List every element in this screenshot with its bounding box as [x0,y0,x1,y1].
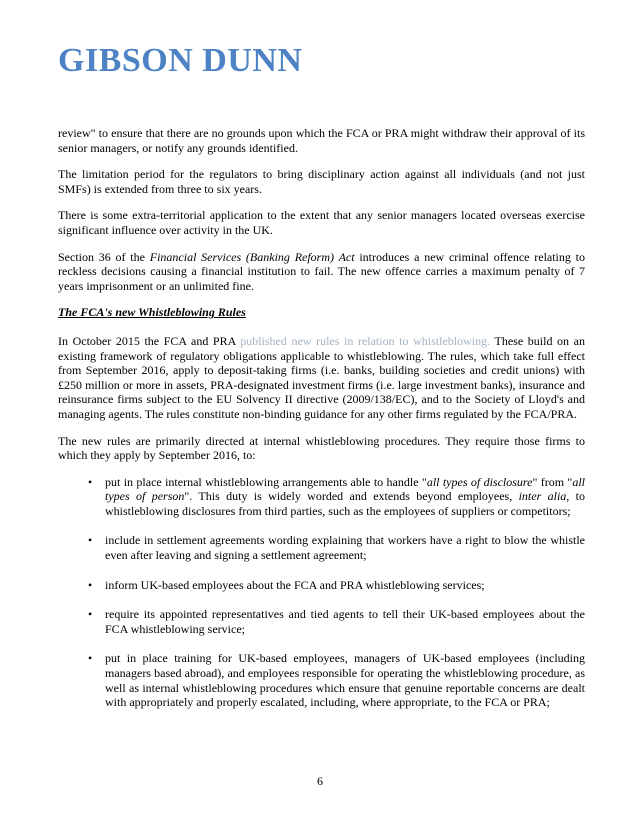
text-run: put in place training for UK-based employees, managers of UK-based employees (including managers based abroad), and employees responsible for operating the whistleblowing procedure, as well as internal whistleblowing procedures which ensure that genuine reportable concerns are dealt with appropriately and properly escalated, including, where appropriate, to the FCA or PRA; [105,651,585,710]
text-run: Financial Services (Banking Reform) Act [149,249,355,264]
bullet-item [58,651,585,709]
text-run: all types of person [105,474,586,504]
document-content [58,126,585,725]
text-run: introduces a new criminal offence relating to reckless decisions causing a financial institution to fail. The new offence carries a maximum penalty of 7 years imprisonment or an unlimited fine. [58,249,586,293]
text-run: The new rules are primarily directed at internal whistleblowing procedures. They require those firms to which they apply by September 2016, to: [58,433,585,463]
text-run: " from " [532,474,573,489]
published-new-rules-link[interactable]: published new rules in relation to whistleblowing. [240,333,491,348]
text-run: review" to ensure that there are no grounds upon which the FCA or PRA might withdraw their approval of its senior managers, or notify any grounds identified. [58,126,585,155]
text-run: Section 36 of the [58,249,150,264]
paragraph [58,334,585,422]
text-run: inform UK-based employees about the FCA and PRA whistleblowing services; [105,577,485,592]
text-run: require its appointed representatives and tied agents to tell their UK-based employees about the FCA whistleblowing service; [105,607,585,636]
paragraph [58,434,585,463]
gibson-dunn-logo: GIBSON DUNN [58,42,303,79]
bullet-marker: • [88,533,93,548]
page-number: 6 [317,774,323,788]
text-run: ". This duty is widely worded and extends beyond employees, [184,489,519,504]
bullet-marker: • [88,577,93,592]
text-run: In October 2015 the FCA and PRA [58,333,241,348]
bullet-marker: • [88,474,93,489]
paragraph [58,250,585,294]
text-run: These build on an existing framework of regulatory obligations applicable to whistleblowing. The rules, which take full effect from September 2016, apply to deposit-taking firms (i.e. banks, building societies and credit unions) with £250 million or more in assets, PRA-designated investment firms (i.e. large investment banks), insurance and reinsurance firms subject to the EU Solvency II directive (2009/138/EC), and to the Society of Lloyd's and managing agents. The rules constitute non-binding guidance for any other firms regulated by the FCA/PRA. [58,333,585,421]
bullet-marker: • [88,607,93,622]
text-run: inter alia, [518,489,570,504]
bullet-item [58,475,585,519]
text-run: include in settlement agreements wording explaining that workers have a right to blow the whistle even after leaving and signing a settlement agreement; [105,533,585,563]
paragraph [58,208,585,237]
text-run: to whistleblowing disclosures from third parties, such as the employees of suppliers or competitors; [105,489,585,518]
bullet-item [58,607,585,636]
text-run: all types of disclosure [426,474,533,489]
bullet-marker: • [88,651,93,666]
text-run: The FCA's new Whistleblowing Rules [58,305,246,320]
bullet-item [58,578,585,593]
bullet-item [58,533,585,562]
section-heading [58,305,585,320]
text-run: There is some extra-territorial application to the extent that any senior managers located overseas exercise significant influence over activity in the UK. [58,208,585,237]
text-run: put in place internal whistleblowing arrangements able to handle " [105,474,427,489]
paragraph [58,167,585,196]
text-run: The limitation period for the regulators to bring disciplinary action against all individuals (and not just SMFs) is extended from three to six years. [58,167,585,196]
paragraph [58,126,585,155]
